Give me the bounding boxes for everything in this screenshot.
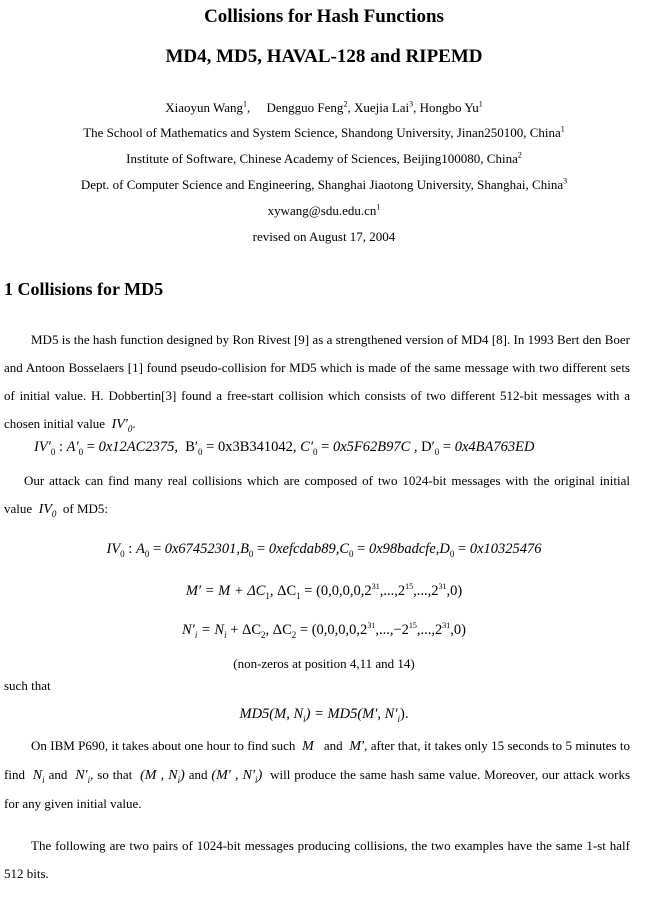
paragraph-4: The following are two pairs of 1024-bit messages producing collisions, the two examples have the same 1-st half 512 bits. xyxy=(4,838,630,881)
affiliation-text: Dept. of Computer Science and Engineering, Shanghai Jiaotong University, Shanghai, China xyxy=(80,177,564,192)
paragraph-1-text: MD5 is the hash function designed by Ron Rivest [9] as a strengthened version of MD4 [8]. In 1993 Bert den Boer and Antoon Bosselaers [1] found pseudo-collision for MD5 which is made of the same message with two different sets of initial value. H. Dobbertin[3] found a free-start collision which consists of two different 512-bit messages with a chosen initial value xyxy=(4,332,630,431)
email-sup: 1 xyxy=(376,202,381,212)
author-sup: 1 xyxy=(478,99,483,109)
iv-inline: $IV_0$ xyxy=(38,502,57,519)
email[interactable] xyxy=(0,203,648,219)
revised-date: revised on August 17, 2004 xyxy=(252,229,396,244)
equation-iv-prime: $IV'_0$ : $A'_0 = 0x12AC2375$, $B'_0 = 0x3B341042$, $C'_0 = 0x5F62B97C$ , $D'_0 = 0x4BA763ED$ xyxy=(34,439,535,457)
nonzeros-note: (non-zeros at position 4,11 and 14) xyxy=(233,656,415,671)
iv-prime-inline: $IV'_0$ xyxy=(111,417,133,434)
equation-iv: $IV_0$ : $A_0 = 0x67452301,B_0$ = $0xefcdab89,C_0$ = $0x98badcfe,D_0 = 0x10325476$ xyxy=(106,541,542,559)
title-line-1: Collisions for Hash Functions xyxy=(204,6,444,27)
author-name: Dengguo Feng xyxy=(266,100,344,115)
author-name: Xuejia Lai xyxy=(353,100,410,115)
paragraph-2-text: Our attack can find many real collisions which are composed of two 1024-bit messages with the original initial value xyxy=(4,473,630,516)
equation-m-prime: $M' = M + \Delta C_1$, $\Delta C_1 = (0,0,0,0,2^{31},...,2^{15},...,2^{31},0)$ xyxy=(185,582,463,601)
affiliation-text: The School of Mathematics and System Science, Shandong University, Jinan250100, China xyxy=(83,125,561,140)
equation-md5: MD5(M, $N_i) = MD5(M'$, $N'_i$). xyxy=(239,706,409,724)
affiliation-sup: 1 xyxy=(560,124,565,134)
author-name: Hongbo Yu xyxy=(419,100,479,115)
affiliation-3 xyxy=(0,177,648,193)
section-heading: 1 Collisions for MD5 xyxy=(4,279,164,299)
paragraph-1 xyxy=(4,326,630,439)
affiliation-2 xyxy=(0,151,648,167)
authors: Xiaoyun Wang$^1$, Dengguo Feng$^2$, Xuejia Lai$^3$, Hongbo Yu$^1$ xyxy=(165,99,483,115)
author-sup: 1 xyxy=(243,99,248,109)
affiliation-text: Institute of Software, Chinese Academy of Sciences, Beijing100080, China xyxy=(126,151,518,166)
paragraph-2 xyxy=(4,467,630,524)
paragraph-3: On IBM P690, it takes about one hour to find such M and M′, after that, it takes only 15 seconds to 5 minutes to find $N_i$ and $N'_i$, so that (M , $N_i$) and (M′ , $N'_i$) will produce the same hash same value. Moreover, our attack works for any given initial value. xyxy=(4,738,631,811)
title-line-2: MD4, MD5, HAVAL-128 and RIPEMD xyxy=(165,46,483,67)
author-sup: 2 xyxy=(343,99,348,109)
author-sup: 3 xyxy=(409,99,414,109)
paragraph-2-end: of MD5: xyxy=(62,501,109,516)
paragraph-1-end: . xyxy=(132,416,136,431)
such-that: such that xyxy=(4,678,51,693)
affiliation-1 xyxy=(0,125,648,141)
affiliation-sup: 2 xyxy=(517,150,522,160)
email-text[interactable]: xywang@sdu.edu.cn xyxy=(267,203,377,218)
equation-n-prime: $N'_i = N_i + \Delta C_2$, $\Delta C_2 = (0,0,0,0,2^{31},...,-2^{15},...,2^{31},0)$ xyxy=(182,621,466,640)
affiliation-sup: 3 xyxy=(563,176,568,186)
author-name: Xiaoyun Wang xyxy=(165,100,244,115)
